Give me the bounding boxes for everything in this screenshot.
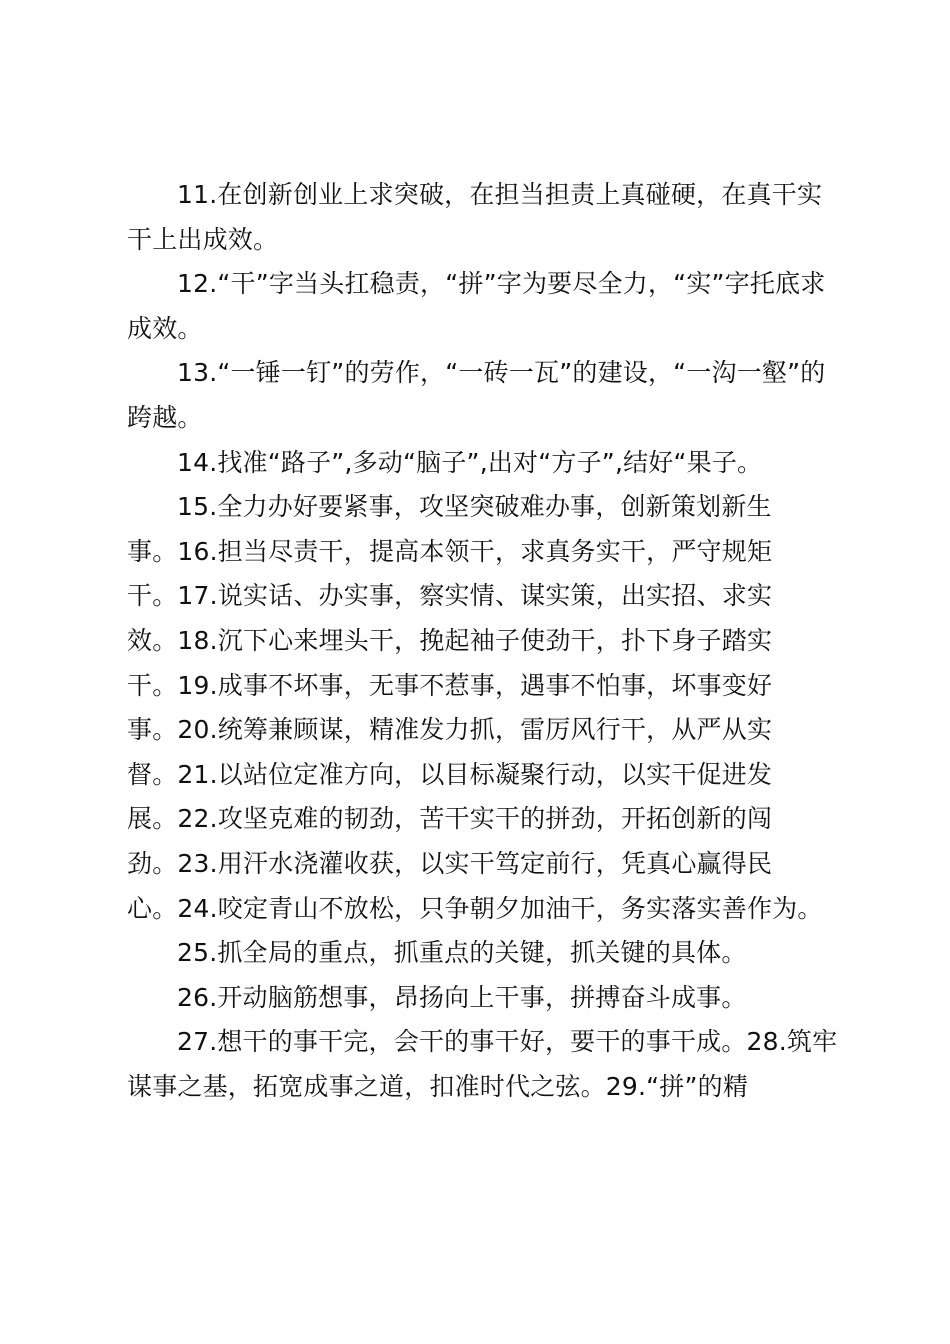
text-line: 干上出成效。 [127,224,279,254]
document-body [127,173,847,1109]
text-line: 效。18.沉下心来埋头干，挽起袖子使劲干，扑下身子踏实 [127,625,773,655]
text-line: 事。16.担当尽责干，提高本领干，求真务实干，严守规矩 [127,536,773,566]
text-line: 27.想干的事干完，会干的事干好，要干的事干成。28.筑牢 [177,1027,838,1057]
text-line: 干。19.成事不坏事，无事不惹事，遇事不怕事，坏事变好 [127,670,773,700]
text-line: 26.开动脑筋想事，昂扬向上干事，拼搏奋斗成事。 [177,982,747,1012]
text-line: 15.全力办好要紧事，攻坚突破难办事，创新策划新生 [177,492,772,522]
text-line: 干。17.说实话、办实事，察实情、谋实策，出实招、求实 [127,581,773,611]
text-line: 展。22.攻坚克难的韧劲，苦干实干的拼劲，开拓创新的闯 [127,804,773,834]
text-line: 14.找准“路子”,多动“脑子”,出对“方子”,结好“果子。 [177,447,763,477]
text-line: 13.“一锤一钉”的劳作，“一砖一瓦”的建设，“一沟一壑”的 [177,358,826,388]
text-line: 督。21.以站位定准方向，以目标凝聚行动，以实干促进发 [127,759,773,789]
text-line: 成效。 [127,313,203,343]
text-line: 25.抓全局的重点，抓重点的关键，抓关键的具体。 [177,938,747,968]
text-line: 劲。23.用汗水浇灌收获，以实干笃定前行，凭真心赢得民 [127,848,773,878]
text-line: 谋事之基，拓宽成事之道，扣准时代之弦。29.“拼”的精 [127,1071,749,1101]
text-line: 跨越。 [127,402,203,432]
text-line: 12.“干”字当头扛稳责，“拼”字为要尽全力，“实”字托底求 [177,269,826,299]
text-line: 心。24.咬定青山不放松，只争朝夕加油干，务实落实善作为。 [127,893,823,923]
text-line: 事。20.统筹兼顾谋，精准发力抓，雷厉风行干，从严从实 [127,715,773,745]
text-line: 11.在创新创业上求突破，在担当担责上真碰硬，在真干实 [177,180,823,209]
